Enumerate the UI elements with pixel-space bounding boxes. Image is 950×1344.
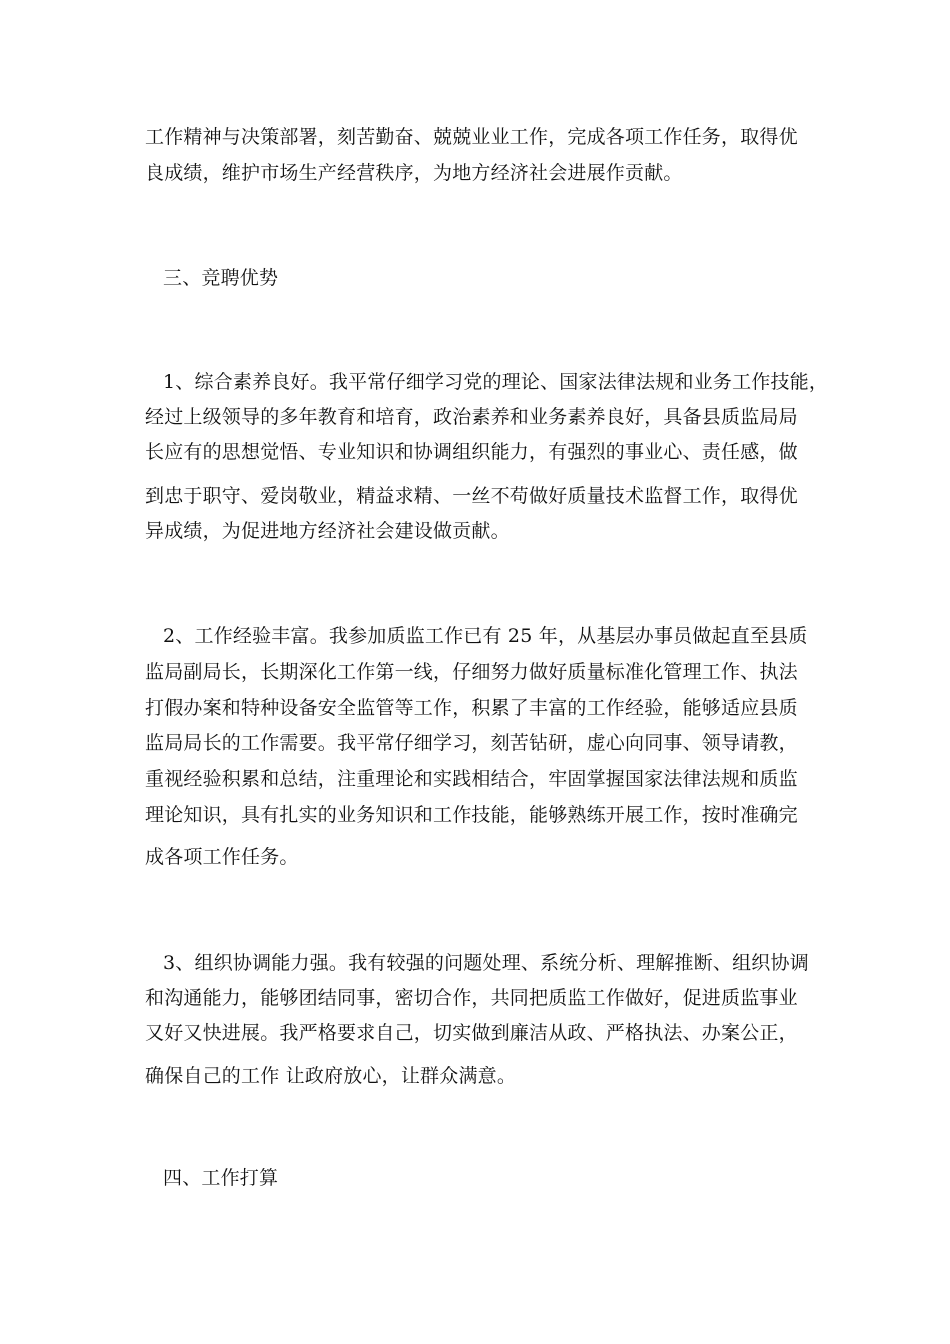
item1-line-2: 经过上级领导的多年教育和培育，政治素养和业务素养良好，具备县质监局局 [145, 406, 798, 428]
item2-line-7: 成各项工作任务。 [145, 846, 299, 868]
item1-line-1: 1、综合素养良好。我平常仔细学习党的理论、国家法律法规和业务工作技能， [163, 371, 829, 393]
item1-line-4: 到忠于职守、爱岗敬业，精益求精、一丝不苟做好质量技术监督工作，取得优 [145, 485, 798, 507]
item2-line-6: 理论知识，具有扎实的业务知识和工作技能，能够熟练开展工作，按时准确完 [145, 804, 798, 826]
intro-line-2: 良成绩，维护市场生产经营秩序，为地方经济社会进展作贡献。 [145, 162, 683, 184]
item3-line-4: 确保自己的工作 让政府放心，让群众满意。 [145, 1065, 517, 1087]
item2-line-5: 重视经验积累和总结，注重理论和实践相结合，牢固掌握国家法律法规和质监 [145, 768, 798, 790]
section-heading-advantages: 三、竞聘优势 [163, 267, 279, 289]
item2-line-2: 监局副局长，长期深化工作第一线，仔细努力做好质量标准化管理工作、执法 [145, 661, 798, 683]
item1-line-5: 异成绩，为促进地方经济社会建设做贡献。 [145, 520, 510, 542]
item2-line-3: 打假办案和特种设备安全监管等工作，积累了丰富的工作经验，能够适应县质 [145, 697, 798, 719]
item3-line-2: 和沟通能力，能够团结同事，密切合作，共同把质监工作做好，促进质监事业 [145, 987, 798, 1009]
intro-line-1: 工作精神与决策部署，刻苦勤奋、兢兢业业工作，完成各项工作任务，取得优 [145, 126, 798, 148]
item3-line-3: 又好又快进展。我严格要求自己，切实做到廉洁从政、严格执法、办案公正， [145, 1022, 798, 1044]
item2-line-4: 监局局长的工作需要。我平常仔细学习，刻苦钻研，虚心向同事、领导请教， [145, 732, 798, 754]
item2-line-1: 2、工作经验丰富。我参加质监工作已有 25 年，从基层办事员做起直至县质 [163, 625, 808, 647]
item3-line-1: 3、组织协调能力强。我有较强的问题处理、系统分析、理解推断、组织协调 [163, 952, 809, 974]
item1-line-3: 长应有的思想觉悟、专业知识和协调组织能力，有强烈的事业心、责任感，做 [145, 441, 798, 463]
section-heading-work-plan: 四、工作打算 [163, 1167, 279, 1189]
